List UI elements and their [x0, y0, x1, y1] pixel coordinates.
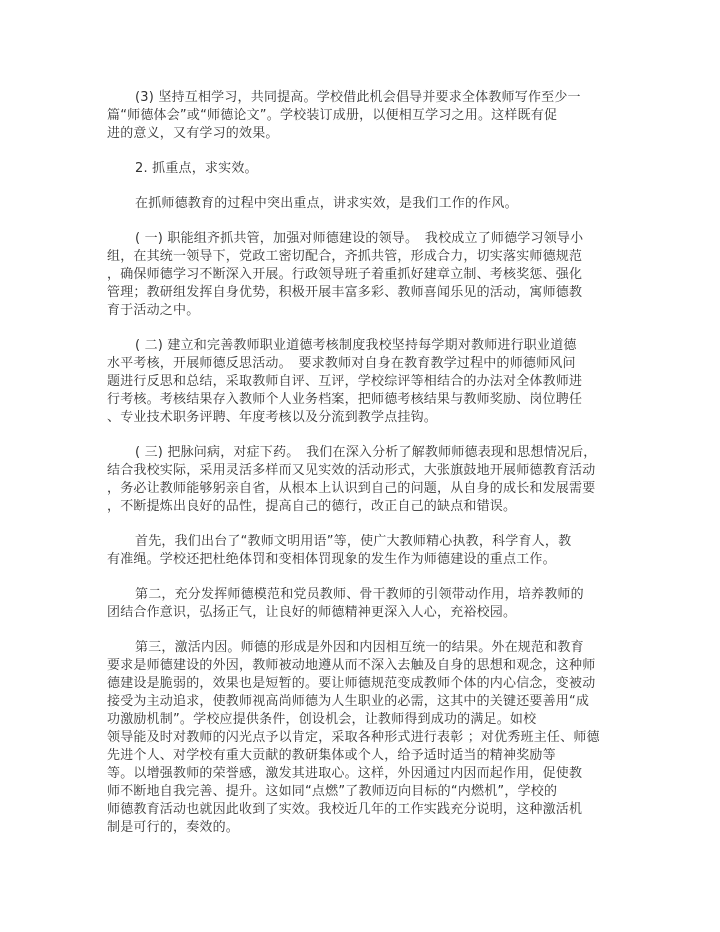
text-line: 组，在其统一领导下，党政工密切配合，齐抓共管，形成合力，切实落实师德规范 — [107, 249, 583, 264]
paragraph — [107, 195, 627, 213]
text-line: 行考核。考核结果存入教师个人业务档案，把师德考核结果与教师奖励、岗位聘任 — [107, 392, 583, 407]
text-line: 有准绳。学校还把杜绝体罚和变相体罚现象的发生作为师德建设的重点工作。 — [107, 552, 556, 567]
paragraph — [107, 337, 627, 427]
text-line: 第三，激活内因。师德的形成是外因和内因相互统一的结果。外在规范和教育 — [135, 640, 584, 655]
text-line: 团结合作意识，弘扬正气，让良好的师德精神更深入人心，充裕校园。 — [107, 605, 517, 620]
paragraph — [107, 444, 627, 516]
paragraph — [107, 586, 627, 622]
paragraph — [107, 533, 627, 569]
text-line: 先进个人、对学校有重大贡献的教研集体或个人，给予适时适当的精神奖励等 — [107, 748, 556, 763]
text-line: ( 一) 职能组齐抓共管，加强对师德建设的领导。 我校成立了师德学习领导小 — [135, 231, 584, 246]
text-line: 首先，我们出台了“教师文明用语”等，使广大教师精心执教，科学育人，教 — [135, 534, 572, 549]
text-line: 要求是师德建设的外因，教师被动地遵从而不深入去触及自身的思想和观念，这种师 — [107, 658, 596, 673]
text-line: ，不断提炼出良好的品性，提高自己的德行，改正自己的缺点和错误。 — [107, 499, 517, 514]
text-line: ( 二) 建立和完善教师职业道德考核制度我校坚持每学期对教师进行职业道德 — [135, 338, 577, 353]
text-line: 师不断地自我完善、提升。这如同“点燃”了教师迈向目标的“内燃机”，学校的 — [107, 784, 558, 799]
text-line: 德建设是脆弱的，效果也是短暂的。要让师德规范变成教师个体的内心信念，变被动 — [107, 676, 596, 691]
text-line: 管理；教研组发挥自身优势，积极开展丰富多彩、教师喜闻乐见的活动，寓师德教 — [107, 285, 583, 300]
text-line: ( 三) 把脉问病，对症下药。 我们在深入分析了解教师师德表现和思想情况后， — [135, 445, 597, 460]
paragraph — [107, 639, 627, 837]
paragraph — [107, 160, 627, 178]
text-line: 接受为主动追求，使教师视高尚师德为人生职业的必需，这其中的关键还要善用“成 — [107, 694, 590, 709]
text-line: 育于活动之中。 — [107, 303, 200, 318]
text-line: 、专业技术职务评聘、年度考核以及分流到教学点挂钩。 — [107, 410, 438, 425]
text-line: (3) 坚持互相学习，共同提高。学校借此机会倡导并要求全体教师写作至少一 — [135, 90, 581, 105]
text-line: 进的意义，又有学习的效果。 — [107, 126, 279, 141]
text-line: 第二，充分发挥师德模范和党员教师、骨干教师的引领带动作用，培养教师的 — [135, 587, 584, 602]
text-line: 制是可行的，奏效的。 — [107, 820, 240, 835]
text-line: ，务必让教师能够躬亲自省，从根本上认识到自己的问题，从自身的成长和发展需要 — [107, 481, 596, 496]
text-line: 题进行反思和总结，采取教师自评、互评，学校综评等相结合的办法对全体教师进 — [107, 374, 583, 389]
document-page — [107, 89, 627, 854]
text-line: ，确保师德学习不断深入开展。行政领导班子着重抓好建章立制、考核奖惩、强化 — [107, 267, 583, 282]
text-line: 篇“师德体会”或“师德论文”。学校装订成册，以便相互学习之用。这样既有促 — [107, 108, 558, 123]
text-line: 在抓师德教育的过程中突出重点，讲求实效，是我们工作的作风。 — [135, 196, 518, 211]
text-line: 2. 抓重点，求实效。 — [135, 161, 258, 176]
paragraph — [107, 89, 627, 143]
text-line: 水平考核，开展师德反思活动。 要求教师对自身在教育教学过程中的师德师风问 — [107, 356, 576, 371]
text-line: 师德教育活动也就因此收到了实效。我校近几年的工作实践充分说明，这种激活机 — [107, 802, 583, 817]
text-line: 功激励机制”。学校应提供条件，创设机会，让教师得到成功的满足。如校 — [107, 712, 537, 727]
text-line: 等。以增强教师的荣誉感，激发其进取心。这样，外因通过内因而起作用，促使教 — [107, 766, 583, 781]
text-line: 领导能及时对教师的闪光点予以肯定，采取各种形式进行表彰 ；对优秀班主任、师德 — [107, 730, 600, 745]
paragraph — [107, 230, 627, 320]
text-line: 结合我校实际，采用灵活多样而又见实效的活动形式，大张旗鼓地开展师德教育活动 — [107, 463, 596, 478]
